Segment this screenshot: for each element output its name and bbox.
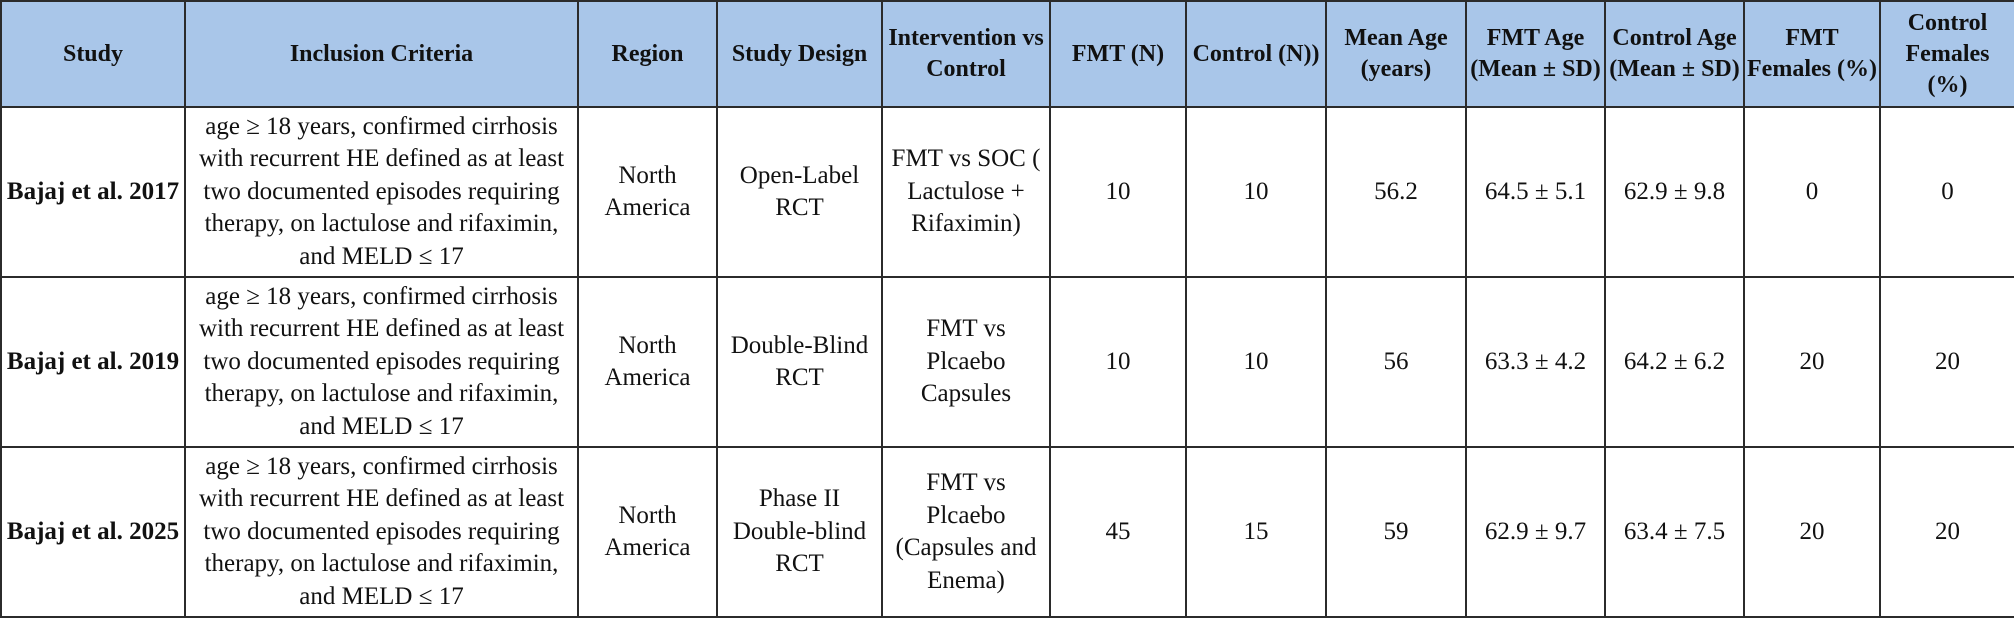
header-mean-age: Mean Age (years): [1326, 1, 1466, 107]
cell-region: North America: [578, 107, 717, 277]
header-inclusion-criteria: Inclusion Criteria: [185, 1, 578, 107]
header-fmt-females: FMT Females (%): [1744, 1, 1880, 107]
header-study-design: Study Design: [717, 1, 882, 107]
cell-fmt-females: 20: [1744, 447, 1880, 617]
cell-region: North America: [578, 447, 717, 617]
cell-mean-age: 59: [1326, 447, 1466, 617]
cell-study-design: Open-Label RCT: [717, 107, 882, 277]
cell-fmt-females: 0: [1744, 107, 1880, 277]
header-fmt-n: FMT (N): [1050, 1, 1186, 107]
cell-control-n: 10: [1186, 277, 1326, 447]
cell-fmt-age: 64.5 ± 5.1: [1466, 107, 1605, 277]
cell-fmt-n: 10: [1050, 277, 1186, 447]
cell-control-females: 20: [1880, 277, 2014, 447]
cell-inclusion-criteria: age ≥ 18 years, confirmed cirrhosis with recurrent HE defined as at least two documented episodes requiring therapy, on lactulose and rifaximin, and MELD ≤ 17: [185, 107, 578, 277]
cell-fmt-age: 62.9 ± 9.7: [1466, 447, 1605, 617]
cell-study: Bajaj et al. 2017: [1, 107, 185, 277]
table-row: [1, 107, 2014, 277]
header-region: Region: [578, 1, 717, 107]
cell-control-n: 15: [1186, 447, 1326, 617]
cell-fmt-n: 10: [1050, 107, 1186, 277]
header-fmt-age: FMT Age (Mean ± SD): [1466, 1, 1605, 107]
cell-fmt-females: 20: [1744, 277, 1880, 447]
cell-mean-age: 56.2: [1326, 107, 1466, 277]
header-row: [1, 1, 2014, 107]
cell-control-n: 10: [1186, 107, 1326, 277]
cell-control-age: 63.4 ± 7.5: [1605, 447, 1744, 617]
cell-fmt-age: 63.3 ± 4.2: [1466, 277, 1605, 447]
table-row: [1, 277, 2014, 447]
header-study: Study: [1, 1, 185, 107]
cell-intervention: FMT vs SOC ( Lactulose + Rifaximin): [882, 107, 1050, 277]
header-control-females: Control Females (%): [1880, 1, 2014, 107]
header-control-n: Control (N)): [1186, 1, 1326, 107]
cell-control-age: 62.9 ± 9.8: [1605, 107, 1744, 277]
table-row: [1, 447, 2014, 617]
header-control-age: Control Age (Mean ± SD): [1605, 1, 1744, 107]
cell-fmt-n: 45: [1050, 447, 1186, 617]
cell-study: Bajaj et al. 2019: [1, 277, 185, 447]
cell-study-design: Double-Blind RCT: [717, 277, 882, 447]
cell-control-age: 64.2 ± 6.2: [1605, 277, 1744, 447]
cell-region: North America: [578, 277, 717, 447]
cell-control-females: 0: [1880, 107, 2014, 277]
cell-control-females: 20: [1880, 447, 2014, 617]
cell-inclusion-criteria: age ≥ 18 years, confirmed cirrhosis with recurrent HE defined as at least two documented episodes requiring therapy, on lactulose and rifaximin, and MELD ≤ 17: [185, 447, 578, 617]
cell-study-design: Phase II Double-blind RCT: [717, 447, 882, 617]
cell-inclusion-criteria: age ≥ 18 years, confirmed cirrhosis with recurrent HE defined as at least two documented episodes requiring therapy, on lactulose and rifaximin, and MELD ≤ 17: [185, 277, 578, 447]
header-intervention: Intervention vs Control: [882, 1, 1050, 107]
cell-intervention: FMT vs Plcaebo (Capsules and Enema): [882, 447, 1050, 617]
cell-study: Bajaj et al. 2025: [1, 447, 185, 617]
cell-intervention: FMT vs Plcaebo Capsules: [882, 277, 1050, 447]
cell-mean-age: 56: [1326, 277, 1466, 447]
